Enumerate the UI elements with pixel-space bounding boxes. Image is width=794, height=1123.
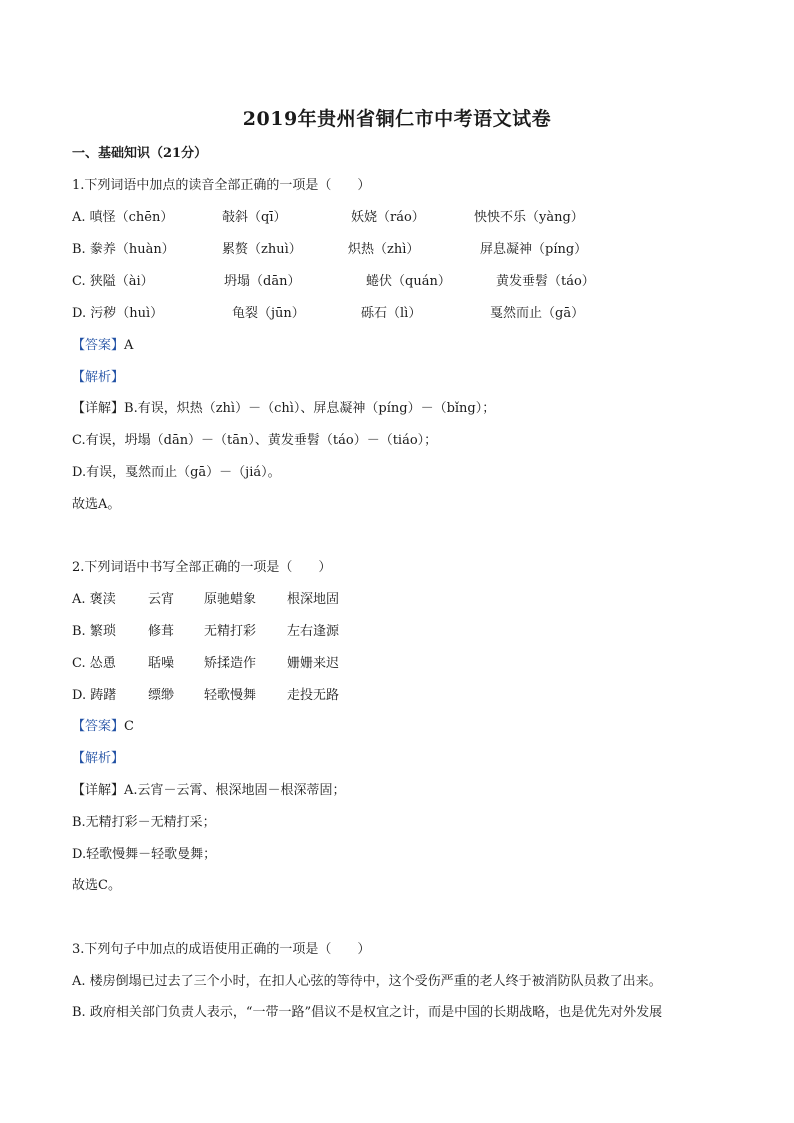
q1-option-d-1: D. 污秽（huì） xyxy=(72,306,164,321)
q1-option-a-4: 怏怏不乐（yàng） xyxy=(474,210,584,225)
q2-option-b-4: 左右逢源 xyxy=(287,624,340,639)
q1-option-row xyxy=(72,273,722,291)
q2-option-b-2: 修葺 xyxy=(148,624,175,639)
q2-option-d-2: 缥缈 xyxy=(148,688,175,703)
detail-text: A.云宵－云霄、根深地固－根深蒂固； xyxy=(124,783,346,798)
q1-option-c-3: 蜷伏（quán） xyxy=(366,274,451,289)
q2-detail-line: D.轻歌慢舞－轻歌曼舞； xyxy=(72,847,217,862)
detail-tag: 【详解】 xyxy=(72,783,125,798)
q1-option-b-1: B. 豢养（huàn） xyxy=(72,242,175,257)
q3-stem: 3.下列句子中加点的成语使用正确的一项是（ ） xyxy=(72,942,371,957)
q1-detail-line: D.有误，戛然而止（gā）－（jiá）。 xyxy=(72,465,281,480)
q2-option-row xyxy=(72,591,472,609)
q2-option-c-4: 姗姗来迟 xyxy=(287,656,340,671)
detail-text: B.有误，炽热（zhì）－（chì）、屏息凝神（píng）－（bǐng）； xyxy=(124,401,496,416)
q2-detail-line xyxy=(72,782,346,800)
q2-answer xyxy=(72,718,134,736)
q1-option-row xyxy=(72,241,722,259)
q1-option-d-4: 戛然而止（gā） xyxy=(490,306,585,321)
q1-option-b-4: 屏息凝神（píng） xyxy=(480,242,588,257)
q1-option-row xyxy=(72,305,722,323)
q1-option-a-3: 妖娆（ráo） xyxy=(351,210,425,225)
q2-option-row xyxy=(72,687,472,705)
q2-option-b-3: 无精打彩 xyxy=(204,624,257,639)
answer-tag: 【答案】 xyxy=(72,719,125,734)
q1-detail-line: 故选A。 xyxy=(72,497,121,512)
q2-option-a-4: 根深地固 xyxy=(287,592,340,607)
q1-option-b-2: 累赘（zhuì） xyxy=(222,242,302,257)
q2-detail-line: B.无精打彩－无精打采； xyxy=(72,815,216,830)
q2-option-c-1: C. 怂恿 xyxy=(72,656,116,671)
q1-option-a-2: 攲斜（qī） xyxy=(222,210,287,225)
page-title: 2019年贵州省铜仁市中考语文试卷 xyxy=(242,108,552,130)
q1-option-d-2: 龟裂（jūn） xyxy=(232,306,305,321)
q1-option-row xyxy=(72,209,722,227)
q2-option-row xyxy=(72,655,472,673)
q1-stem: 1.下列词语中加点的读音全部正确的一项是（ ） xyxy=(72,178,371,193)
q2-option-a-3: 原驰蜡象 xyxy=(204,592,257,607)
q2-stem: 2.下列词语中书写全部正确的一项是（ ） xyxy=(72,560,332,575)
answer-tag: 【答案】 xyxy=(72,338,125,353)
q2-analysis-tag: 【解析】 xyxy=(72,751,125,766)
q1-option-d-3: 砾石（lì） xyxy=(361,306,422,321)
detail-tag: 【详解】 xyxy=(72,401,125,416)
q1-answer xyxy=(72,337,133,355)
q1-option-c-2: 坍塌（dān） xyxy=(224,274,301,289)
q2-option-c-2: 聒噪 xyxy=(148,656,175,671)
q2-option-d-4: 走投无路 xyxy=(287,688,340,703)
q2-option-a-2: 云宵 xyxy=(148,592,175,607)
q2-option-c-3: 矫揉造作 xyxy=(204,656,257,671)
q2-option-a-1: A. 褒渎 xyxy=(72,592,116,607)
q2-option-b-1: B. 繁琐 xyxy=(72,624,116,639)
q3-option: B. 政府相关部门负责人表示，“一带一路”倡议不是权宜之计，而是中国的长期战略，也是优先对外发展 xyxy=(72,1005,663,1020)
answer-value: A xyxy=(124,338,134,353)
q2-option-d-3: 轻歌慢舞 xyxy=(204,688,257,703)
q2-option-d-1: D. 踌躇 xyxy=(72,688,117,703)
q1-option-a-1: A. 嗔怪（chēn） xyxy=(72,210,174,225)
q2-option-row xyxy=(72,623,472,641)
q1-detail-line: C.有误，坍塌（dān）－（tān）、黄发垂髫（táo）－（tiáo）； xyxy=(72,433,438,448)
q3-option: A. 楼房倒塌已过去了三个小时，在扣人心弦的等待中，这个受伤严重的老人终于被消防队员救了出来。 xyxy=(72,974,662,989)
q1-analysis-tag: 【解析】 xyxy=(72,370,125,385)
q1-option-b-3: 炽热（zhì） xyxy=(348,242,420,257)
answer-value: C xyxy=(124,719,134,734)
q1-option-c-4: 黄发垂髫（táo） xyxy=(496,274,595,289)
q1-option-c-1: C. 狭隘（ài） xyxy=(72,274,154,289)
q1-detail-line xyxy=(72,400,495,418)
q2-detail-line: 故选C。 xyxy=(72,878,121,893)
section-heading: 一、基础知识（21分） xyxy=(72,146,208,161)
